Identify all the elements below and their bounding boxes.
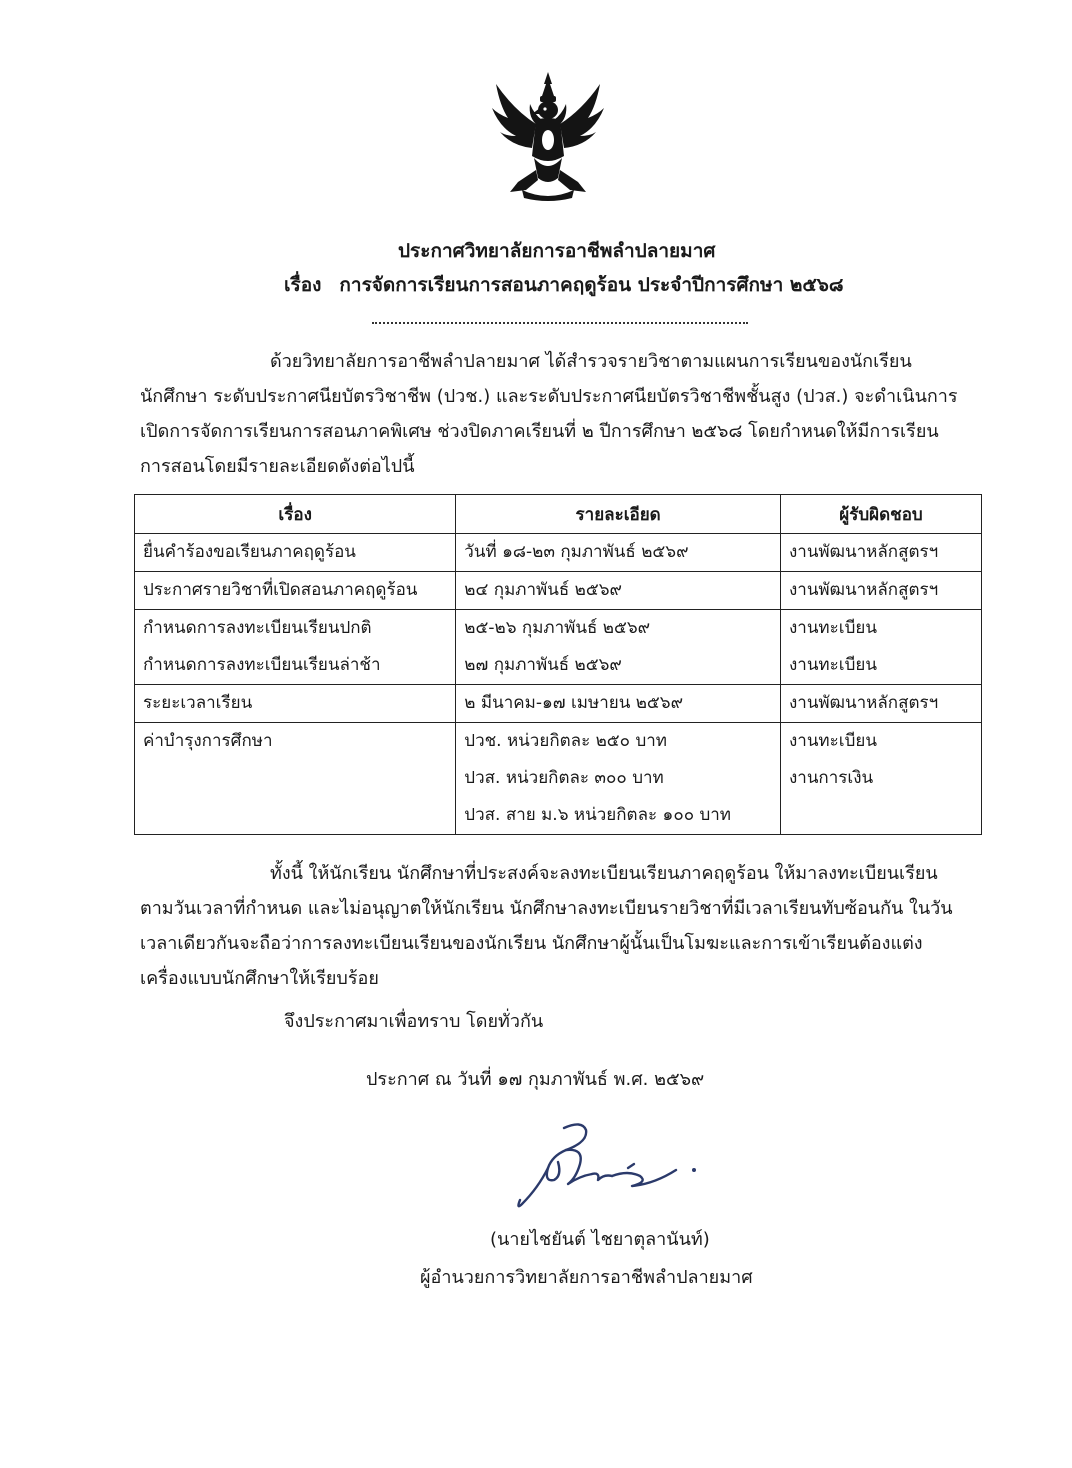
cell-text: วันที่ ๑๘-๒๓ กุมภาพันธ์ ๒๕๖๙ xyxy=(464,542,689,562)
table-row xyxy=(135,572,982,610)
outro-line: เวลาเดียวกันจะถือว่าการลงทะเบียนเรียนของนักเรียน นักศึกษาผู้นั้นเป็นโมฆะและการเข้าเรียนต้องแต่ง xyxy=(140,933,923,954)
topic-cell xyxy=(135,572,456,610)
intro-line: ด้วยวิทยาลัยการอาชีพลำปลายมาศ ได้สำรวจรายวิชาตามแผนการเรียนของนักเรียน xyxy=(270,351,912,372)
owner-cell xyxy=(780,572,981,610)
outro-paragraph xyxy=(140,856,976,996)
topic-cell xyxy=(135,610,456,685)
detail-cell xyxy=(456,723,781,835)
cell-text: งานทะเบียน xyxy=(788,655,877,675)
cell-text: งานการเงิน xyxy=(788,768,874,788)
cell-text: งานทะเบียน xyxy=(788,731,877,751)
cell-text: ๒๕-๒๖ กุมภาพันธ์ ๒๕๖๙ xyxy=(464,618,651,638)
intro-line: นักศึกษา ระดับประกาศนียบัตรวิชาชีพ (ปวช.) และระดับประกาศนียบัตรวิชาชีพชั้นสูง (ปวส.) จะดำเนินการ xyxy=(140,386,958,407)
cell-text: ยื่นคำร้องขอเรียนภาคฤดูร้อน xyxy=(143,542,356,562)
signer-title: ผู้อำนวยการวิทยาลัยการอาชีพลำปลายมาศ xyxy=(420,1267,753,1288)
signer-name: (นายไชยันต์ ไชยาตุลานันท์) xyxy=(490,1229,710,1250)
intro-line: การสอนโดยมีรายละเอียดดังต่อไปนี้ xyxy=(140,456,415,477)
cell-text: ๒ มีนาคม-๑๗ เมษายน ๒๕๖๙ xyxy=(464,693,684,713)
intro-paragraph xyxy=(140,344,976,484)
schedule-table xyxy=(134,494,982,835)
cell-text: ปวส. หน่วยกิตละ ๓๐๐ บาท xyxy=(464,768,664,788)
cell-text: งานพัฒนาหลักสูตรฯ xyxy=(788,542,939,562)
topic-cell xyxy=(135,534,456,572)
topic-cell xyxy=(135,685,456,723)
cell-text: ค่าบำรุงการศึกษา xyxy=(143,731,273,751)
cell-text: ประกาศรายวิชาที่เปิดสอนภาคฤดูร้อน xyxy=(143,580,418,600)
cell-text: ๒๗ กุมภาพันธ์ ๒๕๖๙ xyxy=(464,655,622,675)
cell-text: ปวส. สาย ม.๖ หน่วยกิตละ ๑๐๐ บาท xyxy=(464,805,732,825)
owner-cell xyxy=(780,534,981,572)
detail-cell xyxy=(456,610,781,685)
cell-text: ๒๔ กุมภาพันธ์ ๒๕๖๙ xyxy=(464,580,622,600)
table-row xyxy=(135,685,982,723)
dotted-divider xyxy=(372,322,748,324)
outro-line: เครื่องแบบนักศึกษาให้เรียบร้อย xyxy=(140,968,379,989)
intro-line: เปิดการจัดการเรียนการสอนภาคพิเศษ ช่วงปิดภาคเรียนที่ ๒ ปีการศึกษา ๒๕๖๘ โดยกำหนดให้มีการเรียน xyxy=(140,421,939,442)
owner-cell xyxy=(780,685,981,723)
table-header-row xyxy=(135,495,982,534)
table-row xyxy=(135,723,982,835)
announcement-date: ประกาศ ณ วันที่ ๑๗ กุมภาพันธ์ พ.ศ. ๒๕๖๙ xyxy=(366,1069,705,1090)
column-header-topic: เรื่อง xyxy=(135,495,456,534)
announcement-subject xyxy=(284,270,843,300)
subject-text: การจัดการเรียนการสอนภาคฤดูร้อน ประจำปีการศึกษา ๒๕๖๘ xyxy=(339,274,844,296)
cell-text: ระยะเวลาเรียน xyxy=(143,693,253,713)
signature-image xyxy=(508,1118,708,1214)
outro-line: ทั้งนี้ ให้นักเรียน นักศึกษาที่ประสงค์จะลงทะเบียนเรียนภาคฤดูร้อน ให้มาลงทะเบียนเรียน xyxy=(270,863,938,884)
topic-cell xyxy=(135,723,456,835)
announcement-title: ประกาศวิทยาลัยการอาชีพลำปลายมาศ xyxy=(398,240,716,262)
detail-cell xyxy=(456,685,781,723)
detail-cell xyxy=(456,572,781,610)
table-row xyxy=(135,610,982,685)
detail-cell xyxy=(456,534,781,572)
owner-cell xyxy=(780,610,981,685)
column-header-owner: ผู้รับผิดชอบ xyxy=(780,495,981,534)
cell-text: กำหนดการลงทะเบียนเรียนปกติ xyxy=(143,618,372,638)
table-row xyxy=(135,534,982,572)
owner-cell xyxy=(780,723,981,835)
garuda-emblem-icon xyxy=(488,70,608,202)
cell-text: งานพัฒนาหลักสูตรฯ xyxy=(788,580,939,600)
cell-text: ปวช. หน่วยกิตละ ๒๕๐ บาท xyxy=(464,731,667,751)
notify-statement: จึงประกาศมาเพื่อทราบ โดยทั่วกัน xyxy=(284,1011,544,1032)
outro-line: ตามวันเวลาที่กำหนด และไม่อนุญาตให้นักเรียน นักศึกษาลงทะเบียนรายวิชาที่มีเวลาเรียนทับซ้อนกัน ในวัน xyxy=(140,898,953,919)
subject-label: เรื่อง xyxy=(284,274,322,296)
cell-text: งานพัฒนาหลักสูตรฯ xyxy=(788,693,939,713)
column-header-detail: รายละเอียด xyxy=(456,495,781,534)
cell-text: กำหนดการลงทะเบียนเรียนล่าช้า xyxy=(143,655,381,675)
cell-text: งานทะเบียน xyxy=(788,618,877,638)
